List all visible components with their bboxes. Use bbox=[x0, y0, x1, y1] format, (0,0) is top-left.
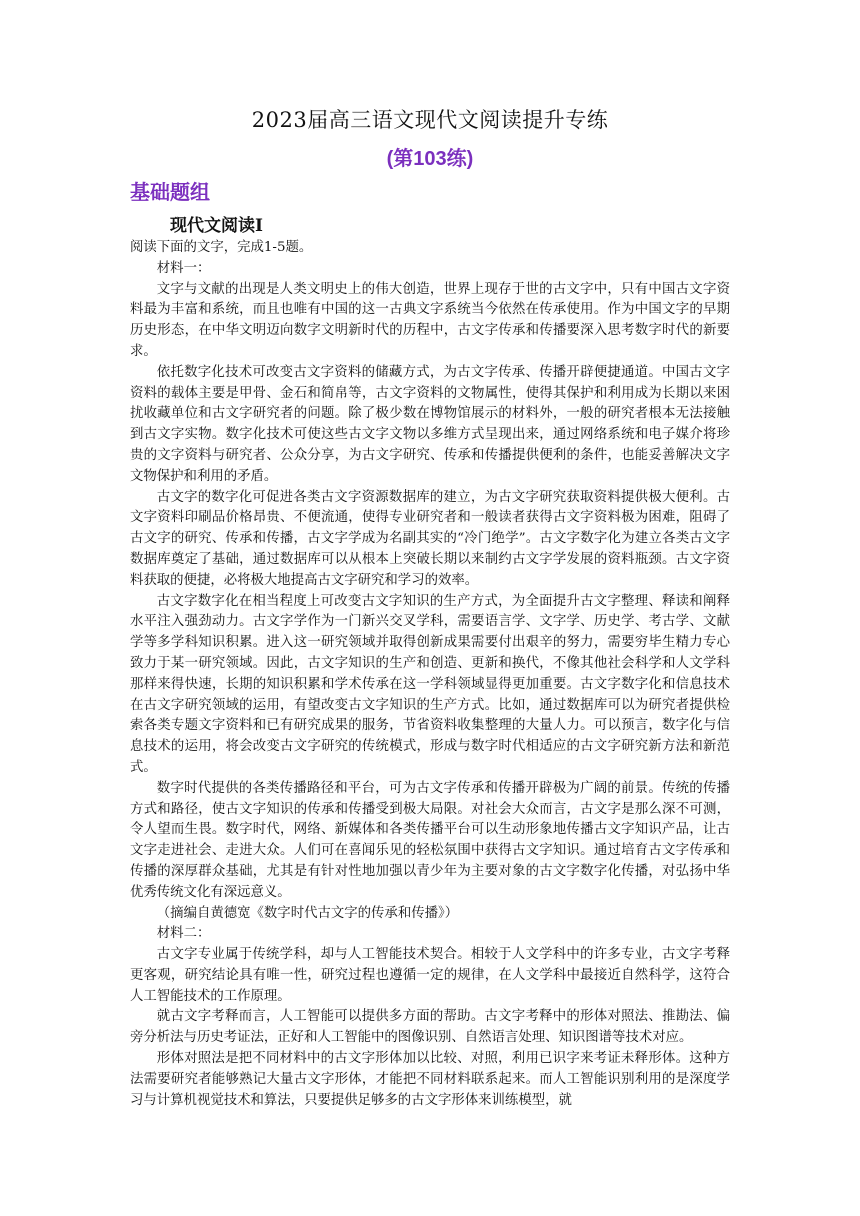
paragraph: 古文字专业属于传统学科，却与人工智能技术契合。相较于人文学科中的许多专业，古文字考释更客观，研究结论具有唯一性，研究过程也遵循一定的规律，在人文学科中最接近自然科学，这符合人工智能技术的工作原理。 bbox=[130, 947, 730, 1004]
paragraph: 文字与文献的出现是人类文明史上的伟大创造，世界上现存于世的古文字中，只有中国古文字资料最为丰富和系统，而且也唯有中国的这一古典文字系统当今依然在传承使用。作为中国文字的早期历史形态，在中华文明迈向数字文明新时代的历程中，古文字传承和传播要深入思考数字时代的新要求。 bbox=[130, 281, 730, 359]
section-heading: 基础题组 bbox=[130, 182, 210, 204]
paragraph: 形体对照法是把不同材料中的古文字形体加以比较、对照，利用已识字来考证未释形体。这种方法需要研究者能够熟记大量古文字形体，才能把不同材料联系起来。而人工智能识别利用的是深度学习与计算机视觉技术和算法，只要提供足够多的古文字形体来训练模型，就 bbox=[130, 1051, 730, 1108]
reading-heading: 现代文阅读Ⅰ bbox=[170, 216, 263, 236]
source-citation: （摘编自黄德宽《数字时代古文字的传承和传播》） bbox=[156, 905, 459, 921]
page-subtitle: (第103练) bbox=[386, 148, 474, 170]
material-one-label: 材料一： bbox=[156, 260, 211, 276]
paragraph: 数字时代提供的各类传播路径和平台，可为古文字传承和传播开辟极为广阔的前景。传统的传播方式和路径，使古文字知识的传承和传播受到极大局限。对社会大众而言，古文字是那么深不可测，令人望而生畏。数字时代，网络、新媒体和各类传播平台可以生动形象地传播古文字知识产品，让古文字走进社会、走进大众。人们可在喜闻乐见的轻松氛围中获得古文字知识。通过培育古文字传承和传播的深厚群众基础，尤其是有针对性地加强以青少年为主要对象的古文字数字化传播，对弘扬中华优秀传统文化有深远意义。 bbox=[130, 780, 730, 900]
material-two-label: 材料二： bbox=[156, 926, 211, 942]
paragraph: 依托数字化技术可改变古文字资料的储藏方式，为古文字传承、传播开辟便捷通道。中国古文字资料的载体主要是甲骨、金石和简帛等，古文字资料的文物属性，使得其保护和利用成为长期以来困扰收藏单位和古文字研究者的问题。除了极少数在博物馆展示的材料外，一般的研究者根本无法接触到古文字实物。数字化技术可使这些古文字文物以多维方式呈现出来，通过网络系统和电子媒介将珍贵的文字资料与研究者、公众分享，为古文字研究、传承和传播提供便利的条件，也能妥善解决文字文物保护和利用的矛盾。 bbox=[130, 364, 730, 484]
paragraph: 古文字的数字化可促进各类古文字资源数据库的建立，为古文字研究获取资料提供极大便利。古文字资料印刷品价格昂贵、不便流通，使得专业研究者和一般读者获得古文字资料极为困难，阻碍了古文字的研究、传承和传播，古文字学成为名副其实的“冷门绝学”。古文字数字化为建立各类古文字数据库奠定了基础，通过数据库可以从根本上突破长期以来制约古文字学发展的资料瓶颈。古文字资料获取的便捷，必将极大地提高古文字研究和学习的效率。 bbox=[130, 489, 730, 588]
article-body bbox=[130, 238, 730, 1111]
page-title: 2023届高三语文现代文阅读提升专练 bbox=[251, 108, 609, 132]
instruction-text: 阅读下面的文字，完成1-5题。 bbox=[130, 240, 313, 255]
paragraph: 古文字数字化在相当程度上可改变古文字知识的生产方式，为全面提升古文字整理、释读和阐释水平注入强劲动力。古文字学作为一门新兴交叉学科，需要语言学、文字学、历史学、考古学、文献学等多学科知识积累。进入这一研究领域并取得创新成果需要付出艰辛的努力，需要穷毕生精力专心致力于某一研究领域。因此，古文字知识的生产和创造、更新和换代，不像其他社会科学和人文学科那样来得快速，长期的知识积累和学术传承在这一学科领域显得更加重要。古文字数字化和信息技术在古文字研究领域的运用，有望改变古文字知识的生产方式。比如，通过数据库可以为研究者提供检索各类专题文字资料和已有研究成果的服务，节省资料收集整理的大量人力。可以预言，数字化与信息技术的运用，将会改变古文字研究的传统模式，形成与数字时代相适应的古文字研究新方法和新范式。 bbox=[130, 593, 730, 775]
paragraph: 就古文字考释而言，人工智能可以提供多方面的帮助。古文字考释中的形体对照法、推勘法、偏旁分析法与历史考证法，正好和人工智能中的图像识别、自然语言处理、知识图谱等技术对应。 bbox=[130, 1009, 730, 1046]
